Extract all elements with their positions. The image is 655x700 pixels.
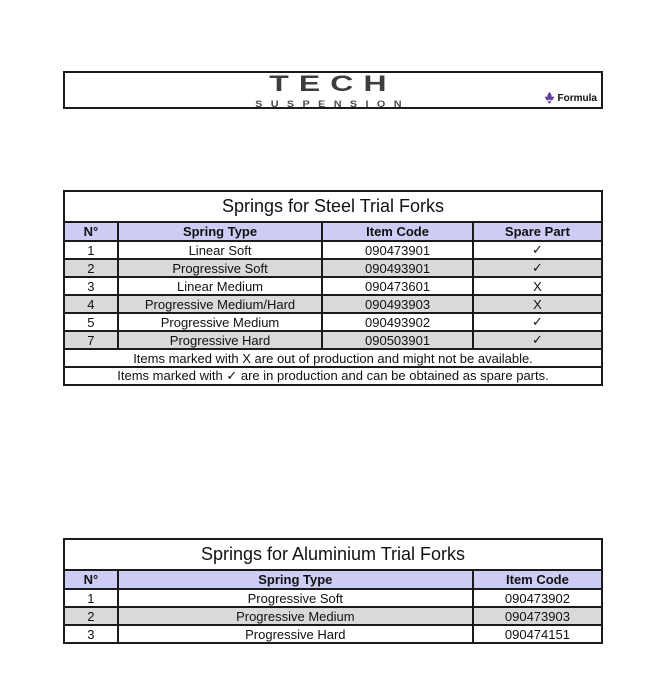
- table-cell: ✓: [473, 331, 602, 349]
- steel-title-row: [64, 191, 602, 222]
- tech-wordmark: TECH: [269, 71, 397, 96]
- table-row: [64, 313, 602, 331]
- table-row: [64, 259, 602, 277]
- table-cell: 3: [64, 625, 118, 643]
- col-header-spring-type: Spring Type: [118, 222, 322, 241]
- table-cell: 3: [64, 277, 118, 295]
- table-row: [64, 607, 602, 625]
- brand-header: [63, 71, 603, 109]
- table-cell: 090473901: [322, 241, 473, 259]
- note-row: [64, 367, 602, 385]
- aluminium-table-title: Springs for Aluminium Trial Forks: [64, 539, 602, 570]
- table-row: [64, 277, 602, 295]
- table-cell: 090493902: [322, 313, 473, 331]
- table-row: [64, 625, 602, 643]
- table-cell: Progressive Soft: [118, 589, 473, 607]
- steel-table-title: Springs for Steel Trial Forks: [64, 191, 602, 222]
- col-header-item-code: Item Code: [473, 570, 602, 589]
- table-cell: Progressive Hard: [118, 625, 473, 643]
- table-cell: ✓: [473, 313, 602, 331]
- col-header-number: N°: [64, 222, 118, 241]
- suspension-wordmark-wrap: [65, 95, 601, 111]
- col-header-number: N°: [64, 570, 118, 589]
- note-out-of-production: Items marked with X are out of production and might not be available.: [64, 349, 602, 367]
- col-header-spare-part: Spare Part: [473, 222, 602, 241]
- table-cell: 090473601: [322, 277, 473, 295]
- table-cell: ✓: [473, 241, 602, 259]
- table-cell: 5: [64, 313, 118, 331]
- note-row: [64, 349, 602, 367]
- table-row: [64, 295, 602, 313]
- col-header-spring-type: Spring Type: [118, 570, 473, 589]
- table-cell: Linear Soft: [118, 241, 322, 259]
- table-cell: 7: [64, 331, 118, 349]
- steel-table-body: [64, 241, 602, 349]
- table-cell: 090503901: [322, 331, 473, 349]
- table-row: [64, 331, 602, 349]
- aluminium-title-row: [64, 539, 602, 570]
- table-cell: Progressive Medium: [118, 607, 473, 625]
- brand-logo: [65, 71, 601, 111]
- col-header-item-code: Item Code: [322, 222, 473, 241]
- table-cell: Progressive Soft: [118, 259, 322, 277]
- table-cell: 090473902: [473, 589, 602, 607]
- table-cell: 090474151: [473, 625, 602, 643]
- steel-header-row: [64, 222, 602, 241]
- table-cell: Progressive Medium: [118, 313, 322, 331]
- table-cell: 4: [64, 295, 118, 313]
- formula-label: Formula: [557, 93, 597, 104]
- table-cell: 1: [64, 241, 118, 259]
- table-row: [64, 241, 602, 259]
- table-cell: ✓: [473, 259, 602, 277]
- aluminium-table-body: [64, 589, 602, 643]
- steel-springs-table: [63, 190, 603, 386]
- table-cell: 1: [64, 589, 118, 607]
- table-cell: X: [473, 277, 602, 295]
- table-cell: 2: [64, 259, 118, 277]
- formula-logo: [543, 92, 598, 105]
- table-cell: X: [473, 295, 602, 313]
- table-cell: 090473903: [473, 607, 602, 625]
- table-cell: 2: [64, 607, 118, 625]
- table-row: [64, 589, 602, 607]
- suspension-wordmark: SUSPENSION: [255, 99, 411, 109]
- table-cell: Progressive Hard: [118, 331, 322, 349]
- table-cell: 090493901: [322, 259, 473, 277]
- table-cell: Progressive Medium/Hard: [118, 295, 322, 313]
- table-cell: Linear Medium: [118, 277, 322, 295]
- table-cell: 090493903: [322, 295, 473, 313]
- aluminium-springs-table: [63, 538, 603, 644]
- aluminium-header-row: [64, 570, 602, 589]
- note-spare-parts: Items marked with ✓ are in production and can be obtained as spare parts.: [64, 367, 602, 385]
- fleur-de-lis-icon: [544, 92, 555, 105]
